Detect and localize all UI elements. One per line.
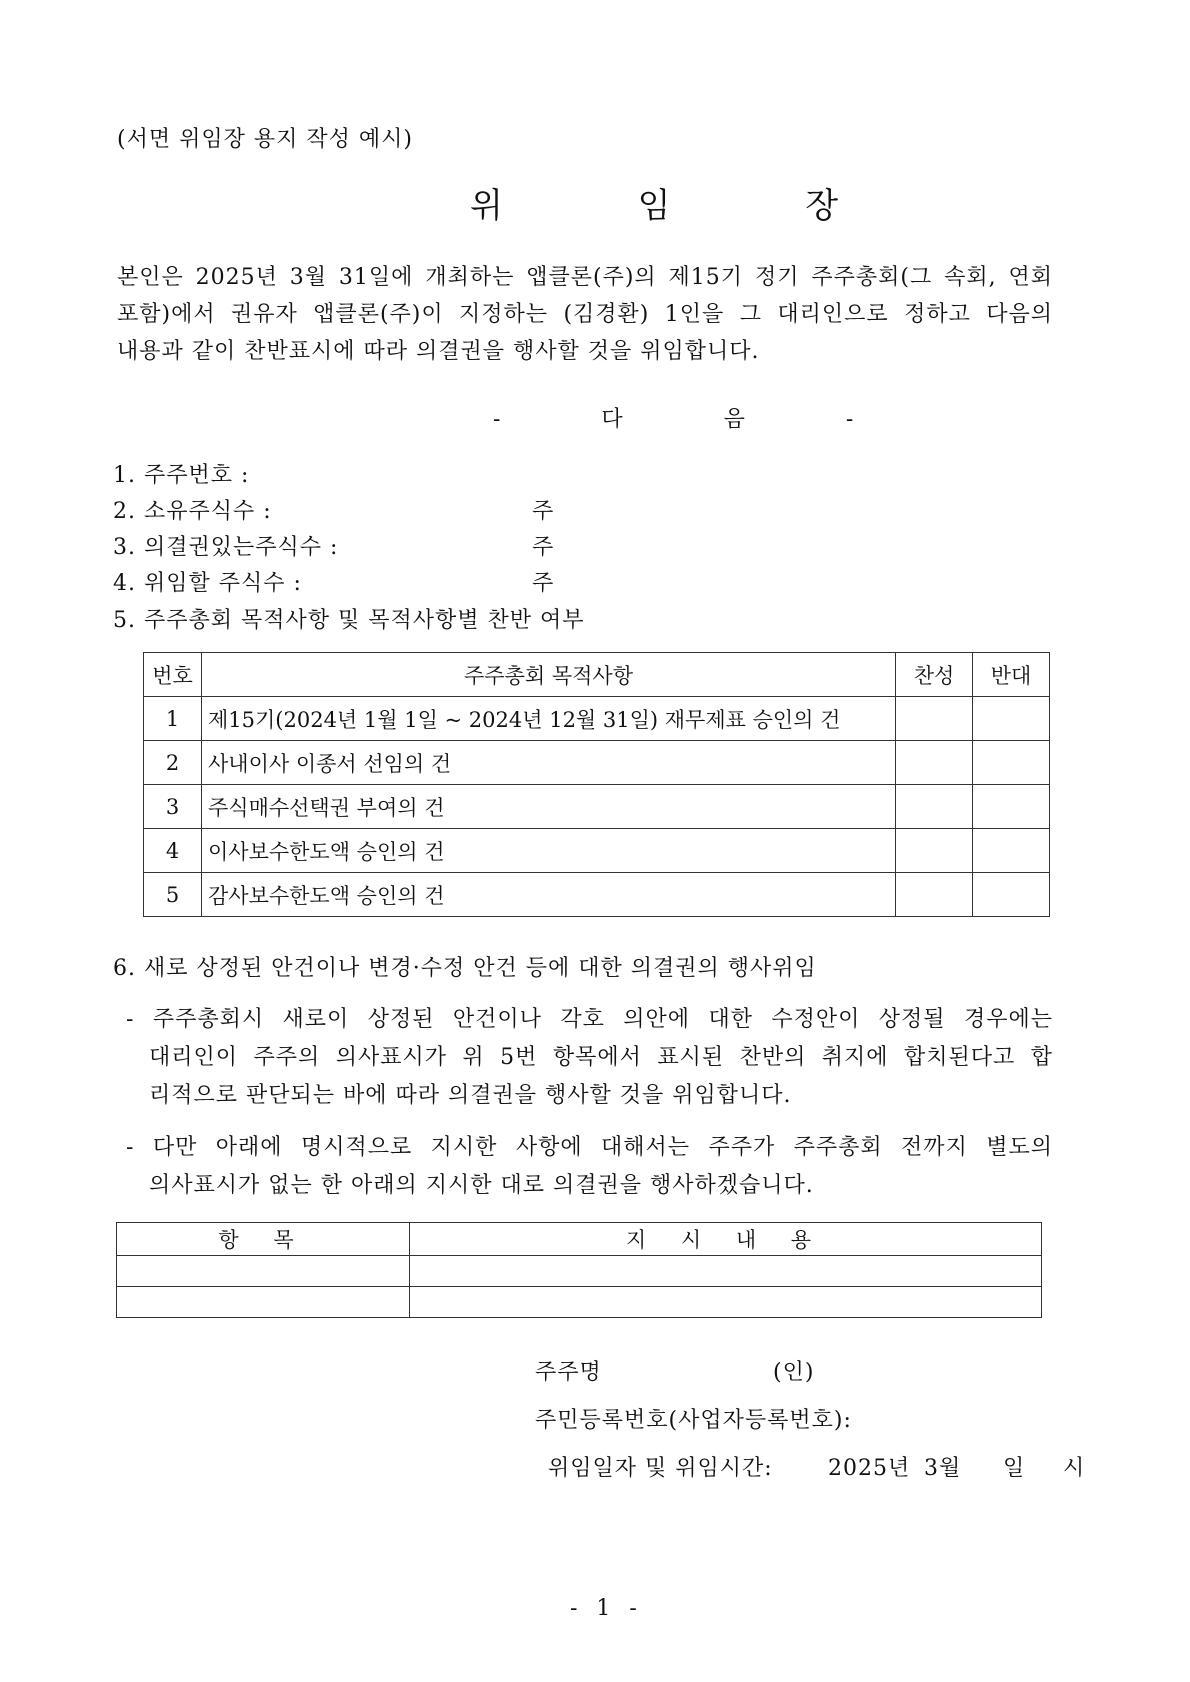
- agenda-row-item: 제15기(2024년 1월 1일 ~ 2024년 12월 31일) 재무제표 승인의 건: [202, 697, 896, 741]
- agenda-row: [144, 697, 1050, 741]
- field-agenda-heading: 5. 주주총회 목적사항 및 목적사항별 찬반 여부: [113, 608, 585, 633]
- instruction-table: [116, 1222, 1042, 1318]
- section6-bullet1-line3: 리적으로 판단되는 바에 따라 의결권을 행사할 것을 위임합니다.: [149, 1083, 792, 1108]
- agenda-row: [144, 741, 1050, 785]
- page-number: - 1 -: [570, 1596, 643, 1621]
- agenda-row-oppose-cell[interactable]: [973, 741, 1050, 785]
- agenda-row-no: 5: [144, 873, 202, 917]
- instruction-header-content: 지 시 내 용: [410, 1223, 1042, 1256]
- field-delegated-shares: 4. 위임할 주식수 :: [113, 571, 302, 596]
- agenda-row-no: 3: [144, 785, 202, 829]
- agenda-header-agree: 찬성: [896, 653, 973, 697]
- instruction-row: [117, 1287, 1042, 1318]
- agenda-row-oppose-cell[interactable]: [973, 829, 1050, 873]
- registration-number-label: 주민등록번호(사업자등록번호):: [535, 1408, 852, 1433]
- agenda-row: [144, 785, 1050, 829]
- agenda-row-oppose-cell[interactable]: [973, 697, 1050, 741]
- agenda-row-item: 감사보수한도액 승인의 건: [202, 873, 896, 917]
- instruction-content-cell[interactable]: [410, 1256, 1042, 1287]
- section6-bullet2-line2: 의사표시가 없는 한 아래의 지시한 대로 의결권을 행사하겠습니다.: [149, 1173, 814, 1198]
- instruction-header-row: [117, 1223, 1042, 1256]
- agenda-row-agree-cell[interactable]: [896, 741, 973, 785]
- agenda-header-item: 주주총회 목적사항: [202, 653, 896, 697]
- agenda-row-item: 주식매수선택권 부여의 건: [202, 785, 896, 829]
- agenda-row-agree-cell[interactable]: [896, 785, 973, 829]
- field-voting-shares: 3. 의결권있는주식수 :: [113, 535, 339, 560]
- intro-line-2: 포함)에서 권유자 앱클론(주)이 지정하는 (김경환) 1인을 그 대리인으로 정하고 다음의: [117, 302, 1053, 327]
- agenda-table: [143, 652, 1050, 917]
- agenda-row-agree-cell[interactable]: [896, 829, 973, 873]
- agenda-header-no: 번호: [144, 653, 202, 697]
- delegation-hour: 시: [1063, 1456, 1086, 1481]
- field-owned-shares: 2. 소유주식수 :: [113, 499, 272, 524]
- section6-heading: 6. 새로 상정된 안건이나 변경·수정 안건 등에 대한 의결권의 행사위임: [113, 956, 817, 981]
- delegation-year: 2025년: [828, 1456, 911, 1481]
- section6-bullet2-line1: - 다만 아래에 명시적으로 지시한 사항에 대해서는 주주가 주주총회 전까지 별도의: [126, 1135, 1053, 1160]
- field-voting-shares-unit: 주: [532, 535, 555, 560]
- agenda-header-oppose: 반대: [973, 653, 1050, 697]
- shareholder-name-label: 주주명: [535, 1360, 602, 1385]
- instruction-header-item: 항 목: [117, 1223, 410, 1256]
- delegation-day: 일: [1003, 1456, 1026, 1481]
- intro-line-1: 본인은 2025년 3월 31일에 개최하는 앱클론(주)의 제15기 정기 주주총회(그 속회, 연회: [117, 265, 1053, 290]
- agenda-row-item: 사내이사 이종서 선임의 건: [202, 741, 896, 785]
- document-title: 위 임 장: [470, 186, 901, 226]
- instruction-row: [117, 1256, 1042, 1287]
- header-note: (서면 위임장 용지 작성 예시): [117, 127, 413, 152]
- agenda-row-no: 2: [144, 741, 202, 785]
- instruction-item-cell[interactable]: [117, 1256, 410, 1287]
- agenda-header-row: [144, 653, 1050, 697]
- delegation-date-label: 위임일자 및 위임시간:: [548, 1456, 773, 1481]
- section-marker: - 다 음 -: [493, 407, 866, 432]
- agenda-row-no: 4: [144, 829, 202, 873]
- field-delegated-shares-unit: 주: [532, 571, 555, 596]
- instruction-content-cell[interactable]: [410, 1287, 1042, 1318]
- field-shareholder-number: 1. 주주번호 :: [113, 463, 250, 488]
- field-owned-shares-unit: 주: [532, 499, 555, 524]
- intro-line-3: 내용과 같이 찬반표시에 따라 의결권을 행사할 것을 위임합니다.: [117, 339, 760, 364]
- agenda-row-no: 1: [144, 697, 202, 741]
- agenda-row-oppose-cell[interactable]: [973, 873, 1050, 917]
- instruction-item-cell[interactable]: [117, 1287, 410, 1318]
- agenda-row: [144, 873, 1050, 917]
- seal-mark: (인): [773, 1360, 815, 1385]
- section6-bullet1-line2: 대리인이 주주의 의사표시가 위 5번 항목에서 표시된 찬반의 취지에 합치된다고 합: [149, 1045, 1053, 1070]
- delegation-month: 3월: [924, 1456, 962, 1481]
- agenda-row: [144, 829, 1050, 873]
- agenda-row-agree-cell[interactable]: [896, 873, 973, 917]
- agenda-row-agree-cell[interactable]: [896, 697, 973, 741]
- section6-bullet1-line1: - 주주총회시 새로이 상정된 안건이나 각호 의안에 대한 수정안이 상정될 경우에는: [126, 1007, 1053, 1032]
- agenda-row-item: 이사보수한도액 승인의 건: [202, 829, 896, 873]
- agenda-row-oppose-cell[interactable]: [973, 785, 1050, 829]
